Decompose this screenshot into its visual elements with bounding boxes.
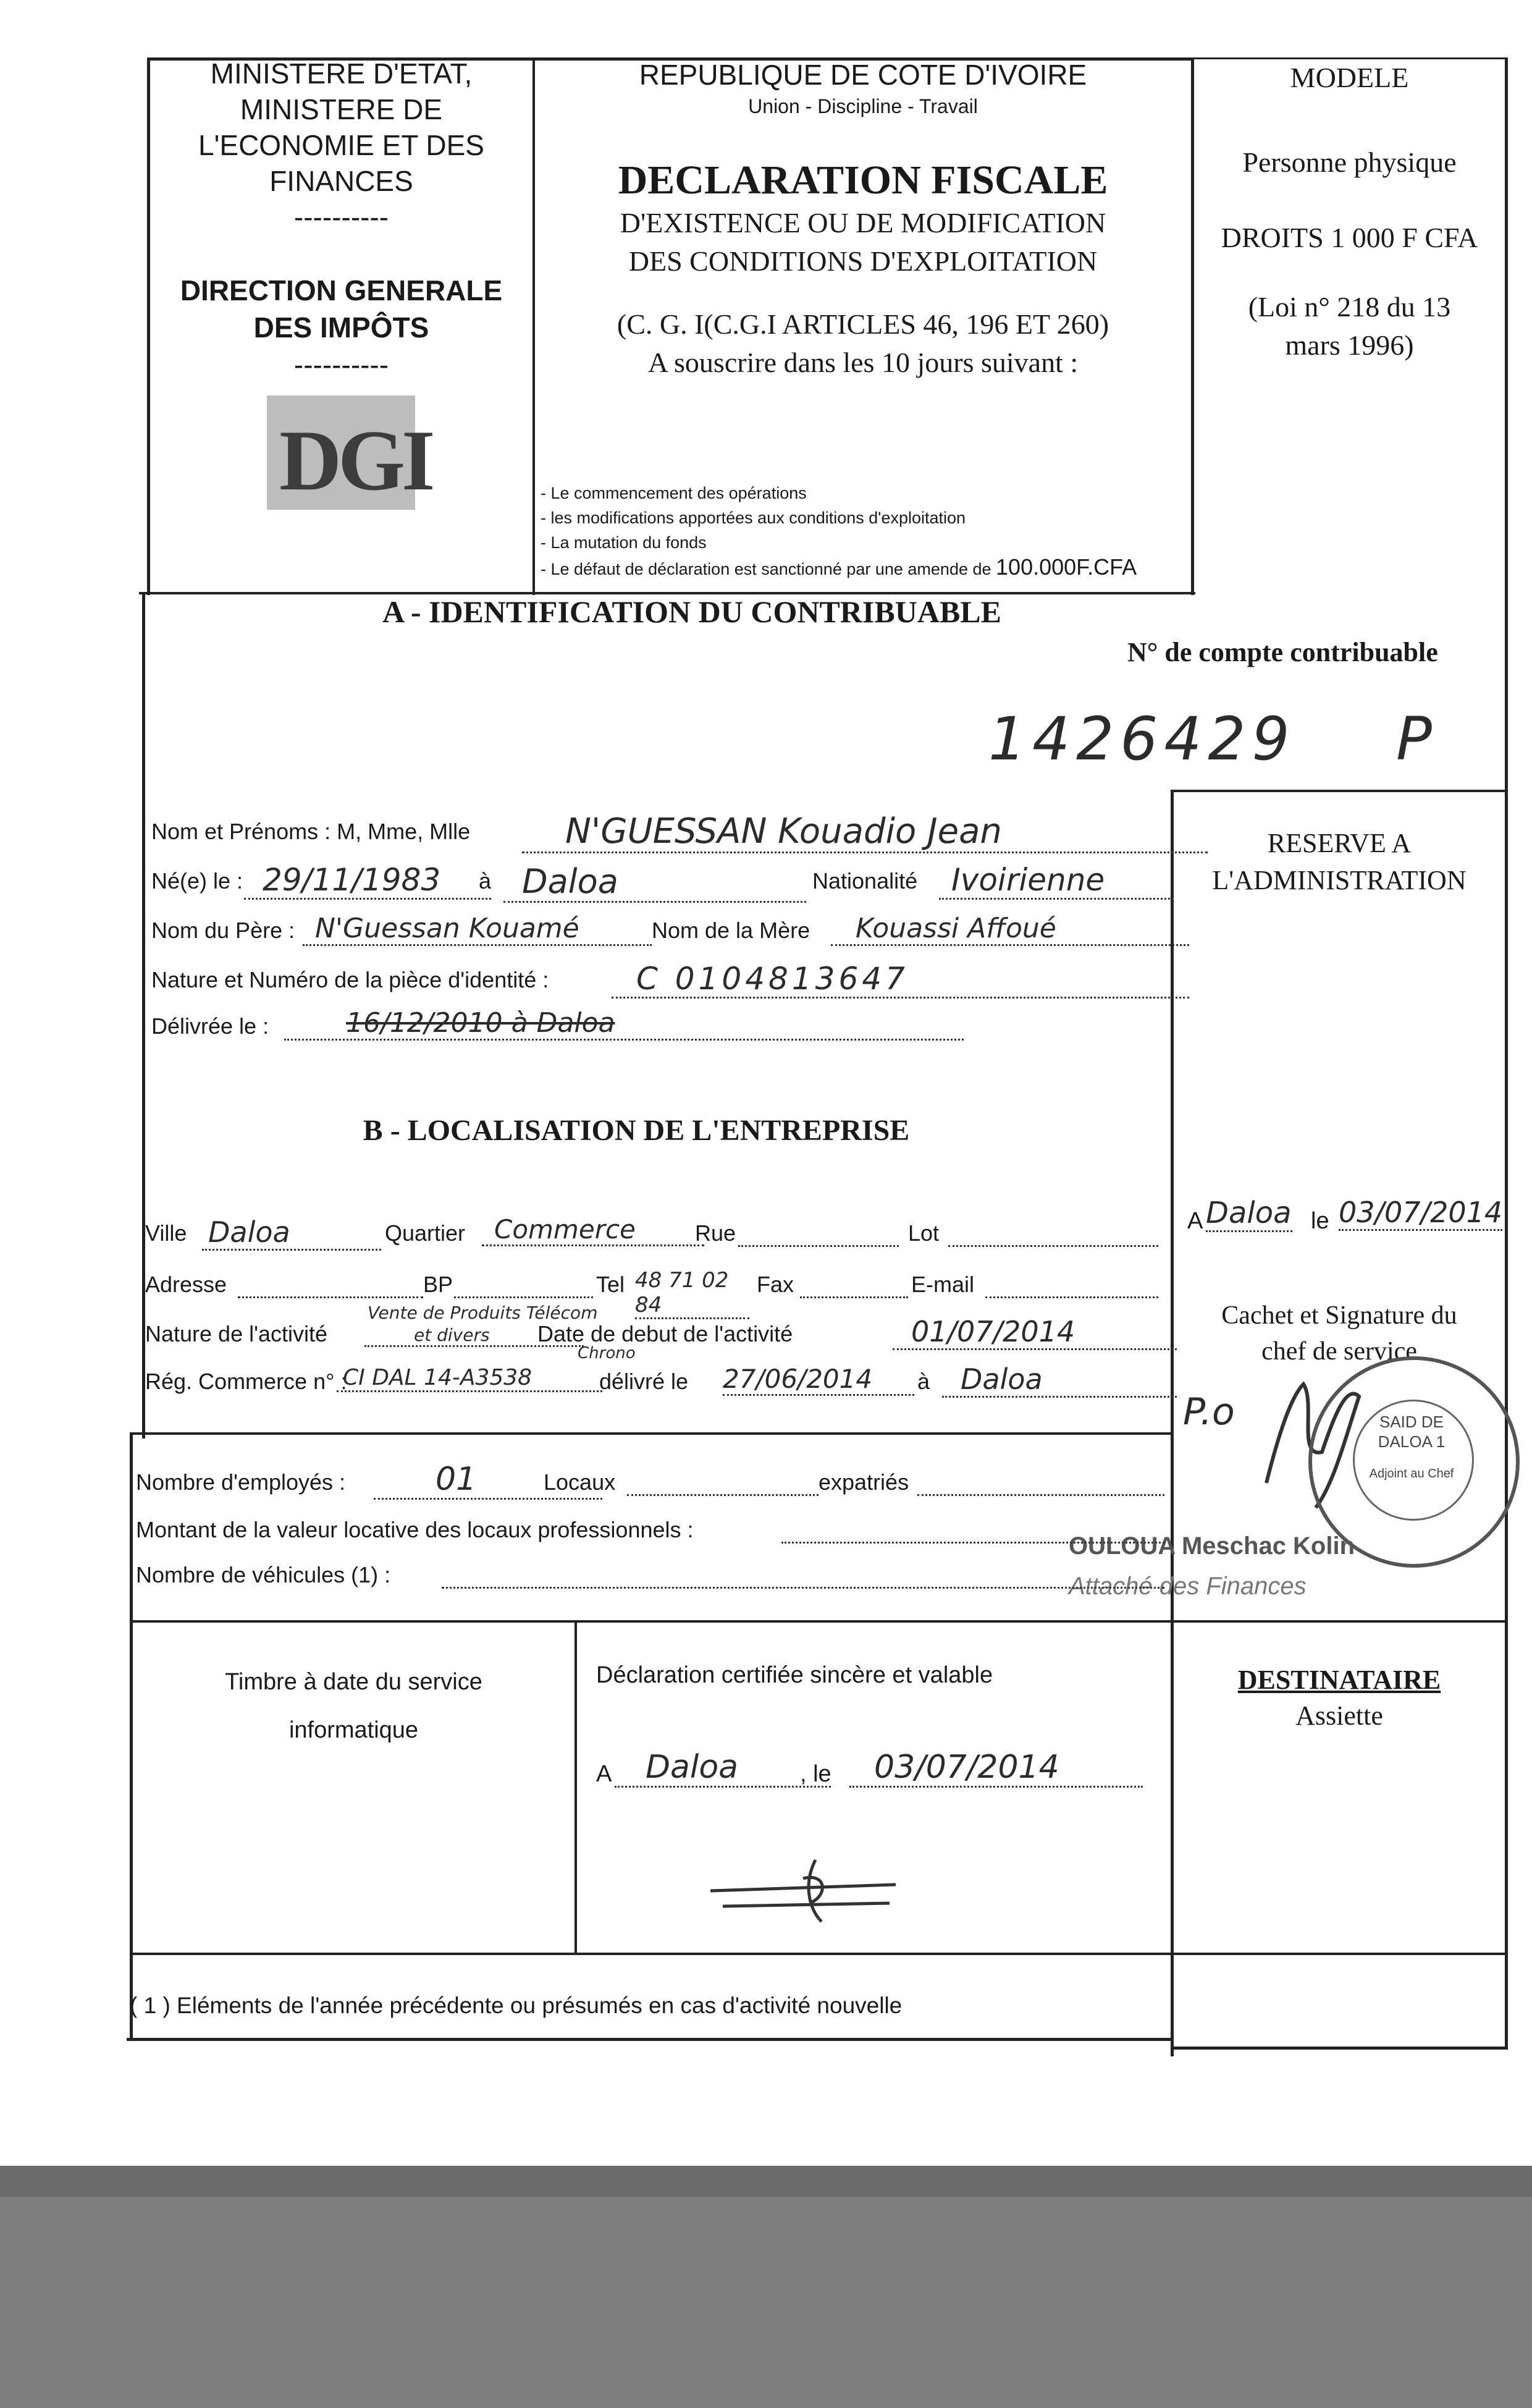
- declarant-signature: [704, 1848, 908, 1928]
- quartier-field[interactable]: Commerce: [482, 1214, 704, 1246]
- section-b-title: B - LOCALISATION DE L'ENTREPRISE: [363, 1114, 910, 1147]
- lot-field[interactable]: [948, 1220, 1158, 1247]
- scan-background: [0, 2166, 1532, 2408]
- amende-amount: 100.000F.CFA: [996, 554, 1137, 580]
- republic-block: [535, 57, 1191, 382]
- delivre-field[interactable]: 27/06/2014: [723, 1364, 914, 1396]
- form-subtitle-1: D'EXISTENCE OU DE MODIFICATION: [620, 207, 1106, 239]
- cachet-line-1: Cachet et Signature du: [1221, 1301, 1457, 1330]
- quartier-label: Quartier: [385, 1220, 466, 1246]
- modele-loi-1: (Loi n° 218 du 13: [1248, 291, 1451, 323]
- decl-a-label: A: [596, 1761, 612, 1787]
- timbre-line-1: Timbre à date du service: [225, 1669, 482, 1695]
- ne-a-label: à: [479, 868, 492, 893]
- scan-edge: [0, 2166, 1532, 2197]
- reserve-top-border: [1171, 790, 1508, 792]
- locaux-field[interactable]: [627, 1469, 819, 1496]
- footnote: ( 1 ) Eléments de l'année précédente ou présumés en cas d'activité nouvelle: [130, 1993, 903, 2018]
- condition-item-3: - La mutation du fonds: [541, 533, 707, 552]
- ministry-line-1: MINISTERE D'ETAT,: [210, 57, 473, 90]
- stamp-line-3: Adjoint au Chef: [1369, 1467, 1454, 1481]
- row-vehicules: [136, 1562, 1168, 1599]
- republic-title: REPUBLIQUE DE COTE D'IVOIRE: [639, 59, 1087, 91]
- right-outer-border: [1505, 57, 1508, 2047]
- republic-motto: Union - Discipline - Travail: [748, 95, 978, 117]
- row-parents: [151, 913, 1164, 955]
- admin-date-field[interactable]: 03/07/2014: [1339, 1196, 1502, 1231]
- ministry-block: [151, 56, 531, 235]
- form-souscrire: A souscrire dans les 10 jours suivant :: [647, 347, 1079, 378]
- row-ville: [145, 1214, 1171, 1257]
- condition-item-4: - Le défaut de déclaration est sanctionné par une amende de 100.000F.CFA: [541, 554, 1137, 580]
- lieu-naissance-field[interactable]: Daloa: [503, 862, 806, 903]
- locaux-label: Locaux: [544, 1469, 616, 1495]
- ministry-line-4: FINANCES: [269, 165, 413, 197]
- admin-le-label: le: [1311, 1208, 1329, 1234]
- delivree-label: Délivrée le :: [151, 1013, 269, 1039]
- decl-date-field[interactable]: 03/07/2014: [849, 1749, 1143, 1788]
- piece-label: Nature et Numéro de la pièce d'identité :: [151, 967, 549, 992]
- adresse-label: Adresse: [145, 1272, 227, 1297]
- row-piece: [151, 961, 1164, 1004]
- compte-suffix: P: [1396, 704, 1432, 774]
- email-field[interactable]: [985, 1272, 1158, 1298]
- rue-label: Rue: [695, 1220, 736, 1246]
- row-montant: [136, 1517, 1168, 1554]
- officer-title: Attaché des Finances: [1069, 1573, 1307, 1600]
- ministry-dashes: ----------: [293, 201, 389, 233]
- destinataire-title: DESTINATAIRE: [1237, 1665, 1441, 1695]
- mere-label: Nom de la Mère: [652, 918, 810, 943]
- montant-label: Montant de la valeur locative des locaux professionnels :: [136, 1517, 694, 1542]
- delivre-a-label: à: [917, 1369, 930, 1394]
- reserve-administration: [1174, 825, 1505, 899]
- pere-field[interactable]: N'Guessan Kouamé: [303, 913, 652, 946]
- bp-label: BP: [423, 1272, 453, 1297]
- destinataire-block: [1174, 1662, 1505, 1734]
- ministry-line-2: MINISTERE DE: [240, 93, 443, 125]
- footnote-top-border: [130, 1953, 1508, 1955]
- tel-field[interactable]: 48 71 02 84: [635, 1268, 749, 1319]
- header-left-border: [147, 57, 150, 595]
- row-employes: [136, 1461, 1168, 1506]
- direction-line-2: DES IMPÔTS: [253, 311, 429, 344]
- modele-title: MODELE: [1290, 62, 1409, 93]
- expatries-field[interactable]: [917, 1469, 1164, 1496]
- stamp-text: [1353, 1412, 1470, 1484]
- section-a-title: A - IDENTIFICATION DU CONTRIBUABLE: [382, 594, 1001, 629]
- cachet-line-2: chef de service: [1261, 1337, 1417, 1366]
- destinataire-value: Assiette: [1295, 1700, 1383, 1731]
- dgi-logo: DGI: [279, 413, 432, 509]
- row-nom: [151, 811, 1164, 856]
- ville-field[interactable]: Daloa: [202, 1215, 381, 1251]
- delivre-a-field[interactable]: Daloa: [942, 1362, 1177, 1398]
- activite-label: Nature de l'activité: [145, 1321, 328, 1346]
- ne-label: Né(e) le :: [151, 868, 243, 893]
- row-delivree: [151, 1007, 1164, 1050]
- nationalite-field[interactable]: Ivoirienne: [939, 862, 1174, 900]
- expatries-label: expatriés: [819, 1469, 909, 1495]
- admin-cachet: [1174, 1298, 1505, 1369]
- pere-label: Nom du Père :: [151, 918, 295, 943]
- form-bottom-border: [127, 2038, 1174, 2041]
- timbre-block: [133, 1658, 574, 1754]
- tel-label: Tel: [596, 1272, 625, 1297]
- nom-label: Nom et Prénoms : M, Mme, Mlle: [151, 819, 471, 844]
- direction-dashes: ----------: [293, 349, 389, 381]
- modele-block: [1194, 59, 1505, 365]
- delivree-field[interactable]: 16/12/2010 à Daloa: [284, 1007, 964, 1041]
- section-a-left-border: [142, 592, 145, 1438]
- admin-bottom-border: [1171, 2047, 1508, 2050]
- admin-a-label: A: [1187, 1208, 1203, 1234]
- mere-field[interactable]: Kouassi Affoué: [831, 913, 1189, 946]
- debut-label: Date de debut de l'activité: [537, 1321, 793, 1346]
- rue-field[interactable]: [738, 1220, 899, 1247]
- activite-field[interactable]: et divers: [364, 1325, 584, 1347]
- ministry-line-3: L'ECONOMIE ET DES: [198, 129, 484, 161]
- row-naissance: [151, 862, 1164, 905]
- activite-value-line1: Vente de Produits Télécom: [368, 1303, 598, 1323]
- modele-loi-2: mars 1996): [1285, 329, 1414, 361]
- row-activite: [145, 1303, 1171, 1358]
- vehicules-field[interactable]: [442, 1562, 1164, 1589]
- modele-droits: DROITS 1 000 F CFA: [1221, 222, 1478, 253]
- form-title: DECLARATION FISCALE: [618, 158, 1108, 203]
- form-subtitle-2: DES CONDITIONS D'EXPLOITATION: [628, 245, 1098, 277]
- delivre-label: délivré le: [599, 1369, 689, 1394]
- conditions-list: [541, 481, 1189, 581]
- form-articles: (C. G. I(C.G.I ARTICLES 46, 196 ET 260): [617, 308, 1109, 340]
- reg-note: Chrono: [578, 1344, 636, 1362]
- vehicules-label: Nombre de véhicules (1) :: [136, 1562, 391, 1587]
- debut-field[interactable]: 01/07/2014: [893, 1315, 1177, 1350]
- row-declaration-date: [596, 1749, 1152, 1798]
- compte-label: N° de compte contribuable: [1127, 637, 1438, 667]
- piece-field[interactable]: C 0104813647: [612, 961, 1189, 999]
- admin-lieu-field[interactable]: Daloa: [1206, 1196, 1292, 1232]
- admin-lieu-date: [1187, 1196, 1503, 1251]
- ville-label: Ville: [145, 1220, 187, 1246]
- stamp-line-2: DALOA 1: [1378, 1432, 1446, 1451]
- lot-label: Lot: [908, 1220, 940, 1246]
- reserve-line-2: L'ADMINISTRATION: [1212, 865, 1467, 895]
- ne-field[interactable]: 29/11/1983: [244, 862, 491, 900]
- condition-item-1: - Le commencement des opérations: [541, 484, 807, 502]
- direction-block: [151, 272, 531, 383]
- fax-label: Fax: [757, 1272, 794, 1297]
- employees-top-border: [130, 1432, 1174, 1435]
- condition-item-2: - les modifications apportées aux conditions d'exploitation: [541, 509, 966, 527]
- montant-field[interactable]: [781, 1517, 1164, 1544]
- declaration-text: Déclaration certifiée sincère et valable: [596, 1662, 993, 1688]
- decl-lieu-field[interactable]: Daloa: [615, 1749, 831, 1788]
- reserve-line-1: RESERVE A: [1267, 828, 1412, 858]
- bp-field[interactable]: [454, 1272, 593, 1298]
- bottom-top-border: [130, 1620, 1508, 1623]
- stamp-line-1: SAID DE: [1379, 1413, 1444, 1431]
- nationalite-label: Nationalité: [812, 868, 918, 893]
- reg-field[interactable]: CI DAL 14-A3538: [337, 1365, 602, 1392]
- reg-label: Rég. Commerce n° :: [145, 1369, 347, 1394]
- direction-line-1: DIRECTION GENERALE: [180, 274, 503, 306]
- email-label: E-mail: [911, 1272, 975, 1297]
- decl-le-label: , le: [800, 1761, 831, 1787]
- nom-field[interactable]: N'GUESSAN Kouadio Jean: [522, 811, 1208, 853]
- nombre-field[interactable]: 01: [374, 1461, 602, 1500]
- officer-name: OULOUA Meschac Kolin: [1069, 1532, 1355, 1560]
- nombre-label: Nombre d'employés :: [136, 1469, 346, 1495]
- modele-personne: Personne physique: [1242, 146, 1457, 178]
- adresse-field[interactable]: [238, 1272, 423, 1298]
- fax-field[interactable]: [800, 1272, 908, 1298]
- timbre-line-2: informatique: [288, 1717, 419, 1743]
- po-mark: P.o: [1183, 1390, 1235, 1434]
- bottom-divider: [574, 1620, 577, 1954]
- compte-value: 1426429: [988, 704, 1296, 774]
- row-registre: [145, 1344, 1171, 1406]
